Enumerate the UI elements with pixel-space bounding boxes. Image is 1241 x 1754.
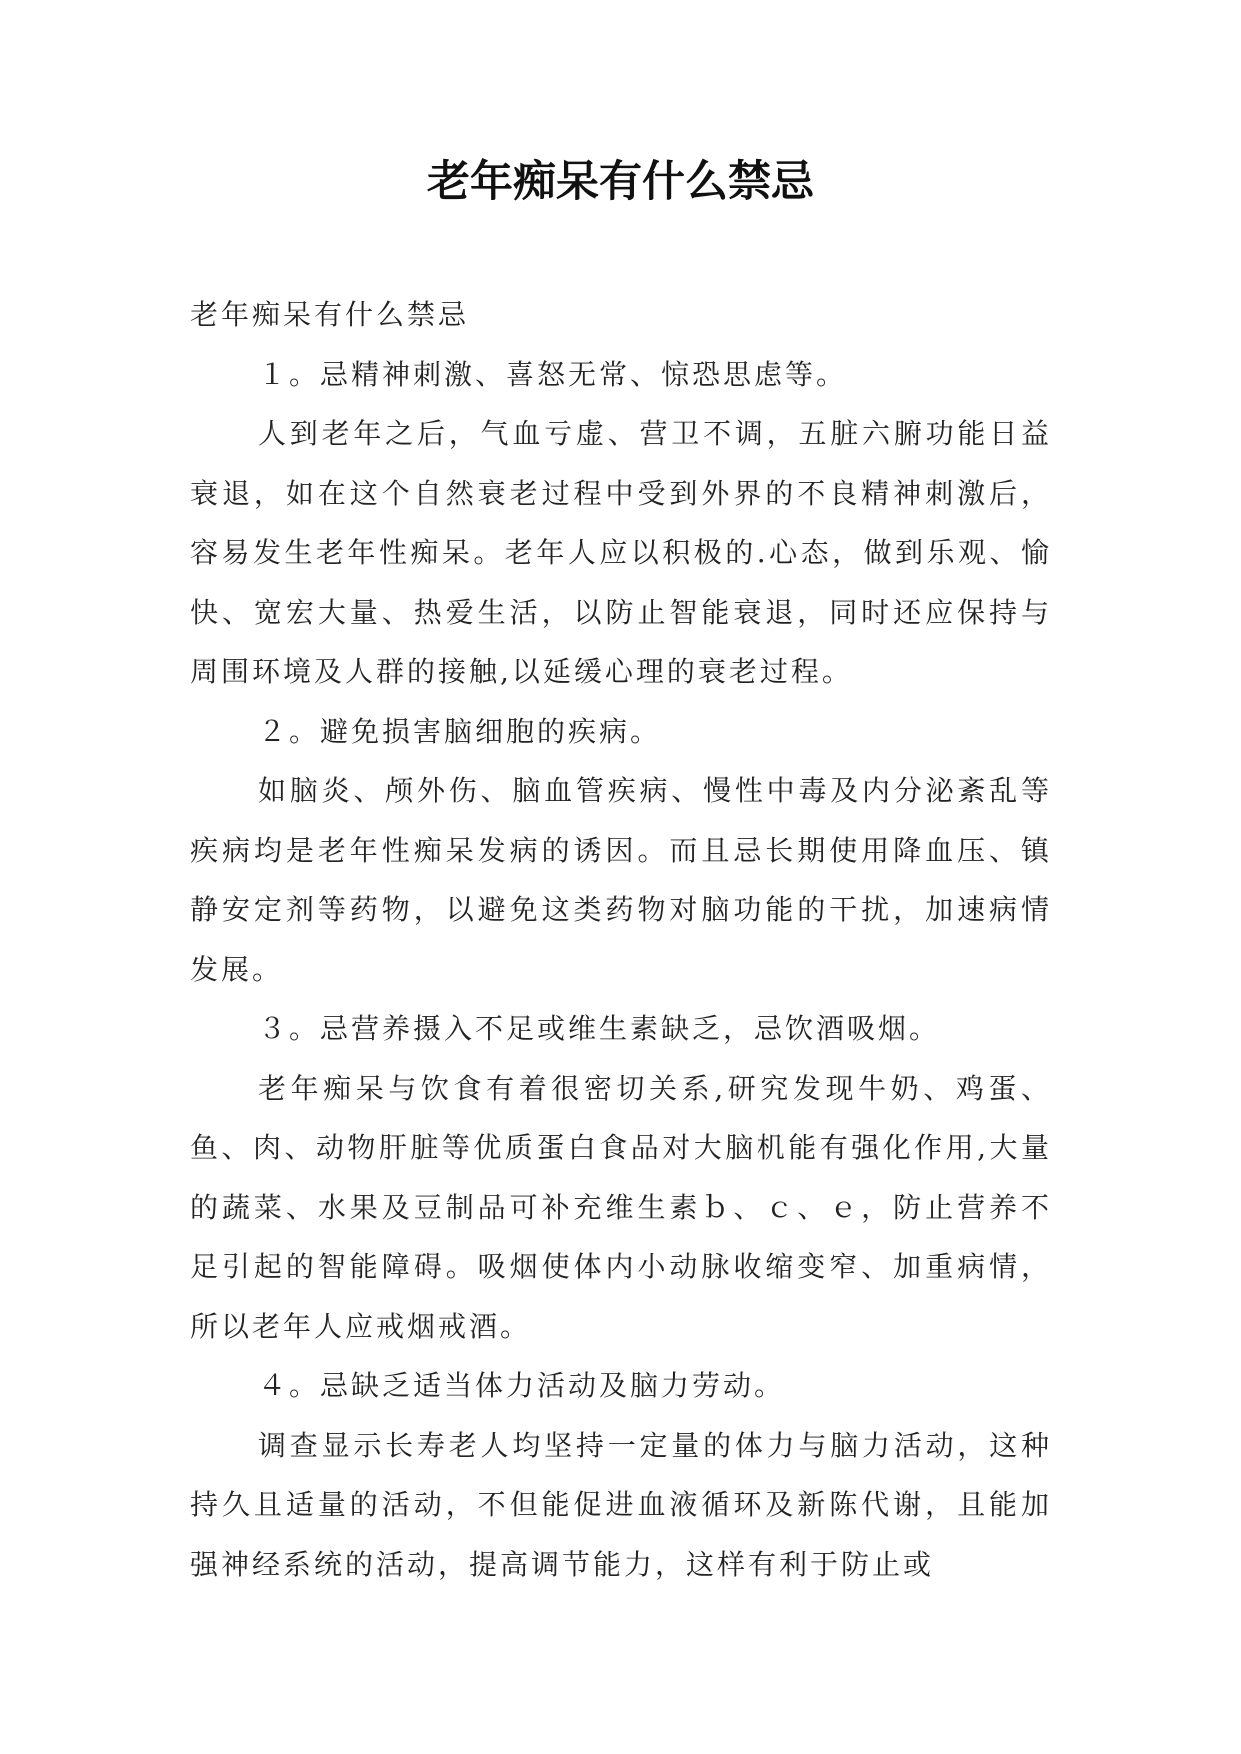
paragraph-4: 调查显示长寿老人均坚持一定量的体力与脑力活动，这种持久且适量的活动，不但能促进血液循环及新陈代谢，且能加强神经系统的活动，提高调节能力，这样有利于防止或	[190, 1428, 1052, 1581]
document-subtitle: 老年痴呆有什么禁忌	[190, 298, 470, 331]
section-heading-2: ２。避免损害脑细胞的疾病。	[258, 714, 662, 748]
document-body	[190, 285, 1052, 1594]
section-heading-3: ３。忌营养摄入不足或维生素缺乏，忌饮酒吸烟。	[258, 1012, 941, 1045]
paragraph-1: 人到老年之后，气血亏虚、营卫不调，五脏六腑功能日益衰退，如在这个自然衰老过程中受到外界的不良精神刺激后，容易发生老年性痴呆。老年人应以积极的.心态，做到乐观、愉快、宽宏大量、热爱生活，以防止智能衰退，同时还应保持与周围环境及人群的接触,以延缓心理的衰老过程。	[190, 417, 1052, 688]
paragraph-3: 老年痴呆与饮食有着很密切关系,研究发现牛奶、鸡蛋、鱼、肉、动物肝脏等优质蛋白食品对大脑机能有强化作用,大量的蔬菜、水果及豆制品可补充维生素ｂ、ｃ、ｅ，防止营养不足引起的智能障碍。吸烟使体内小动脉收缩变窄、加重病情，所以老年人应戒烟戒酒。	[190, 1071, 1052, 1343]
page-title: 老年痴呆有什么禁忌	[427, 157, 814, 207]
section-heading-1: １。忌精神刺激、喜怒无常、惊恐思虑等。	[258, 357, 848, 391]
section-heading-4: ４。忌缺乏适当体力活动及脑力劳动。	[258, 1369, 786, 1402]
paragraph-2: 如脑炎、颅外伤、脑血管疾病、慢性中毒及内分泌紊乱等疾病均是老年性痴呆发病的诱因。而且忌长期使用降血压、镇静安定剂等药物，以避免这类药物对脑功能的干扰，加速病情发展。	[190, 774, 1052, 986]
